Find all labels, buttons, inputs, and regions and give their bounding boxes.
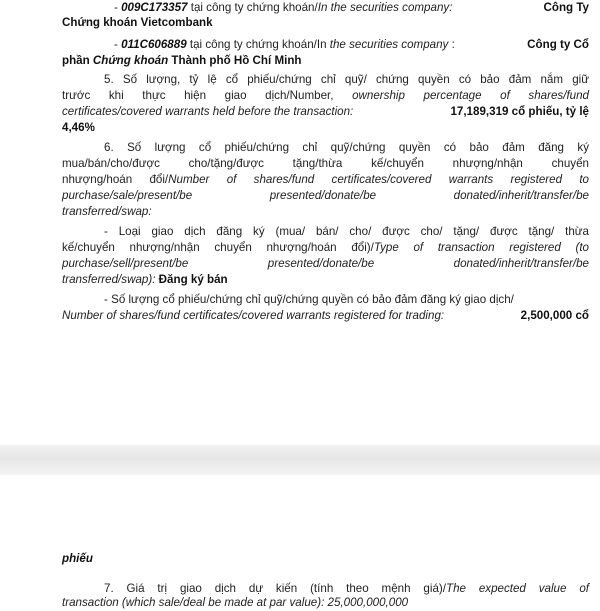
continuation-word: phiếu — [62, 552, 93, 565]
company-name-line-1 — [62, 15, 589, 31]
quantity-line-2: Number of shares/fund certificates/covered warrants registered for trading: 2,500,000 cổ — [62, 309, 589, 322]
company-name-2a: Công ty Cổ — [527, 38, 589, 51]
transaction-type-line-3: purchase/sell/present/be presented/donate/be donated/inherit/transfer/be — [62, 257, 589, 270]
company-name-line-2: phần Chứng khoán Thành phố Hồ Chí Minh — [62, 54, 302, 67]
item-5-line-1: 5. Số lượng, tỷ lệ cổ phiếu/chứng chỉ quỹ/ chứng quyền có bảo đảm nắm giữ — [104, 73, 589, 86]
holding-before: 17,189,319 cổ phiếu, tỷ lệ — [450, 105, 589, 118]
transaction-type-value: Đăng ký bán — [158, 273, 228, 286]
transaction-type-line-4: transferred/swap): Đăng ký bán — [62, 273, 228, 286]
item-6-line-2: mua/bán/cho/được cho/tặng/được tặng/thừa kế/chuyển nhượng/nhận chuyển — [62, 157, 589, 170]
transaction-type-line-1: - Loại giao dịch đăng ký (mua/ bán/ cho/ được cho/ tặng/ được tặng/ thừa — [104, 225, 589, 238]
account-line-1: - 009C173357 tại công ty chứng khoán/In the securities company: Công Ty — [114, 1, 589, 14]
page-break — [0, 445, 600, 475]
item-5-line-3: certificates/covered warrants held before the transaction: 17,189,319 cổ phiếu, tỷ lệ — [62, 105, 589, 118]
holding-percentage: 4,46% — [62, 121, 95, 134]
company-name-1a: Công Ty — [543, 1, 589, 14]
item-6-line-1: 6. Số lượng cổ phiếu/chứng chỉ quỹ/chứng quyền có bảo đảm đăng ký — [104, 141, 589, 154]
item-6-line-4: purchase/sale/present/be presented/donate/be donated/inherit/transfer/be — [62, 189, 589, 202]
quantity-registered-value: 2,500,000 cổ — [520, 309, 589, 322]
item-7-line-2: transaction (which sale/deal be made at par value): 25,000,000,000 — [62, 596, 409, 609]
item-6-line-5: transferred/swap: — [62, 205, 152, 218]
account-code-2: 011C606889 — [121, 38, 187, 51]
document-page-bottom — [0, 475, 600, 609]
item-7-line-1: 7. Giá trị giao dịch dự kiến (tính theo mệnh giá)/The expected value of — [104, 582, 589, 595]
account-line-2: - 011C606889 tại công ty chứng khoán/In the securities company : Công ty Cổ — [114, 38, 589, 51]
quantity-line-1: - Số lượng cổ phiếu/chứng chỉ quỹ/chứng quyền có bảo đảm đăng ký giao dịch/ — [104, 293, 514, 306]
item-6-line-3: nhượng/hoán đổi/Number of shares/fund certificates/covered warrants registered to — [62, 173, 589, 186]
item-5-line-2: trước khi thực hiện giao dịch/Number, ownership percentage of shares/fund — [62, 89, 590, 102]
account-code-1: 009C173357 — [121, 1, 188, 14]
transaction-type-line-2: kế/chuyển nhượng/nhận chuyển nhượng/hoán đổi)/Type of transaction registered (to — [62, 241, 589, 254]
item-5-line-4 — [62, 120, 589, 136]
company-name-1b: Chứng khoán Vietcombank — [62, 16, 213, 29]
